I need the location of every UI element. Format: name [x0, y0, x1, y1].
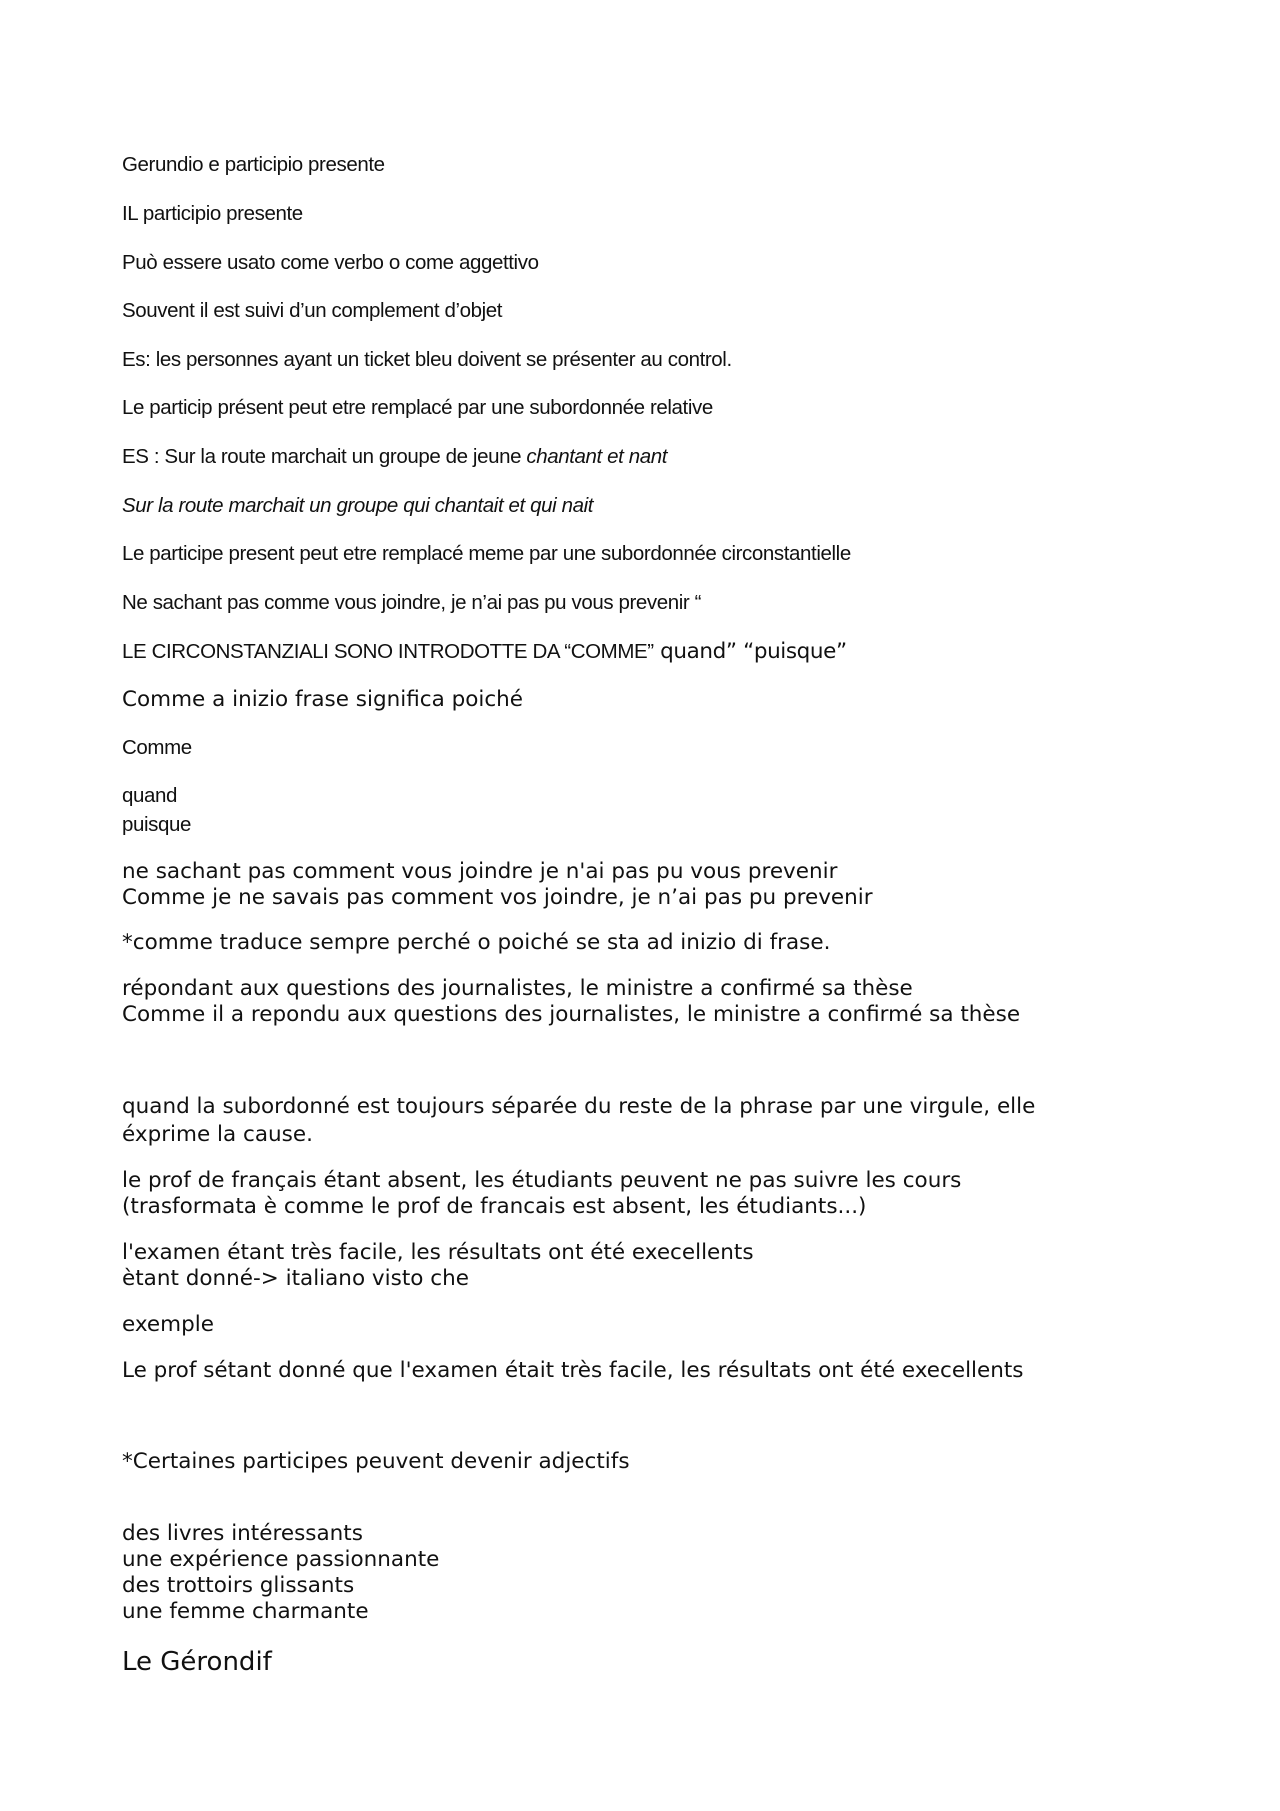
- text-line: Può essere usato come verbo o come aggettivo: [122, 251, 539, 274]
- example-line: répondant aux questions des journalistes, le ministre a confirmé sa thèse: [122, 976, 913, 1001]
- list-item: puisque: [122, 813, 192, 836]
- text-line: Le participe present peut etre remplacé meme par une subordonnée circonstantielle: [122, 542, 851, 565]
- text-line: Souvent il est suivi d’un complement d’objet: [122, 299, 503, 322]
- example-line: Le prof sétant donné que l'examen était très facile, les résultats ont été execellents: [122, 1358, 1024, 1383]
- example-line: Ne sachant pas comme vous joindre, je n’ai pas pu vous prevenir “: [122, 591, 702, 614]
- example-text: ES : Sur la route marchait un groupe de jeune: [122, 445, 527, 468]
- text-line: exemple: [122, 1312, 214, 1337]
- list-item: des trottoirs glissants: [122, 1573, 355, 1598]
- example-line: le prof de français étant absent, les étudiants peuvent ne pas suivre les cours: [122, 1168, 962, 1193]
- list-item: une femme charmante: [122, 1599, 369, 1624]
- example-line: [122, 447, 667, 468]
- example-line: ètant donné-> italiano visto che: [122, 1266, 469, 1291]
- section-heading: Le Gérondif: [122, 1647, 272, 1677]
- example-italic: chantant et nant: [526, 445, 668, 468]
- list-item: quand: [122, 784, 178, 807]
- note-line: *Certaines participes peuvent devenir adjectifs: [122, 1449, 630, 1474]
- text-conjunctions: quand” “puisque”: [653, 639, 847, 664]
- section-heading: IL participio presente: [122, 202, 303, 225]
- example-line: ne sachant pas comment vous joindre je n'ai pas pu vous prevenir: [122, 859, 838, 884]
- text-line: quand la subordonné est toujours séparée du reste de la phrase par une virgule, elle: [122, 1094, 1036, 1119]
- example-line: Comme il a repondu aux questions des journalistes, le ministre a confirmé sa thèse: [122, 1002, 1021, 1027]
- text-line: [122, 641, 847, 663]
- example-line: l'examen étant très facile, les résultats ont été execellents: [122, 1240, 754, 1265]
- list-item: une expérience passionnante: [122, 1547, 440, 1572]
- text-line: Comme a inizio frase significa poiché: [122, 687, 524, 712]
- example-line: Comme je ne savais pas comment vos joindre, je n’ai pas pu prevenir: [122, 885, 873, 910]
- text-line: éxprime la cause.: [122, 1122, 313, 1147]
- list-item: des livres intéressants: [122, 1521, 363, 1546]
- example-line: Es: les personnes ayant un ticket bleu doivent se présenter au control.: [122, 348, 732, 371]
- text-line: Le particip présent peut etre remplacé par une subordonnée relative: [122, 396, 713, 419]
- document-title: Gerundio e participio presente: [122, 153, 385, 176]
- example-line: (trasformata è comme le prof de francais est absent, les étudiants...): [122, 1194, 867, 1219]
- note-line: *comme traduce sempre perché o poiché se sta ad inizio di frase.: [122, 930, 831, 955]
- example-line: Sur la route marchait un groupe qui chantait et qui nait: [122, 494, 594, 517]
- text-uppercase: LE CIRCONSTANZIALI SONO INTRODOTTE DA “COMME”: [122, 640, 654, 663]
- list-item: Comme: [122, 736, 192, 759]
